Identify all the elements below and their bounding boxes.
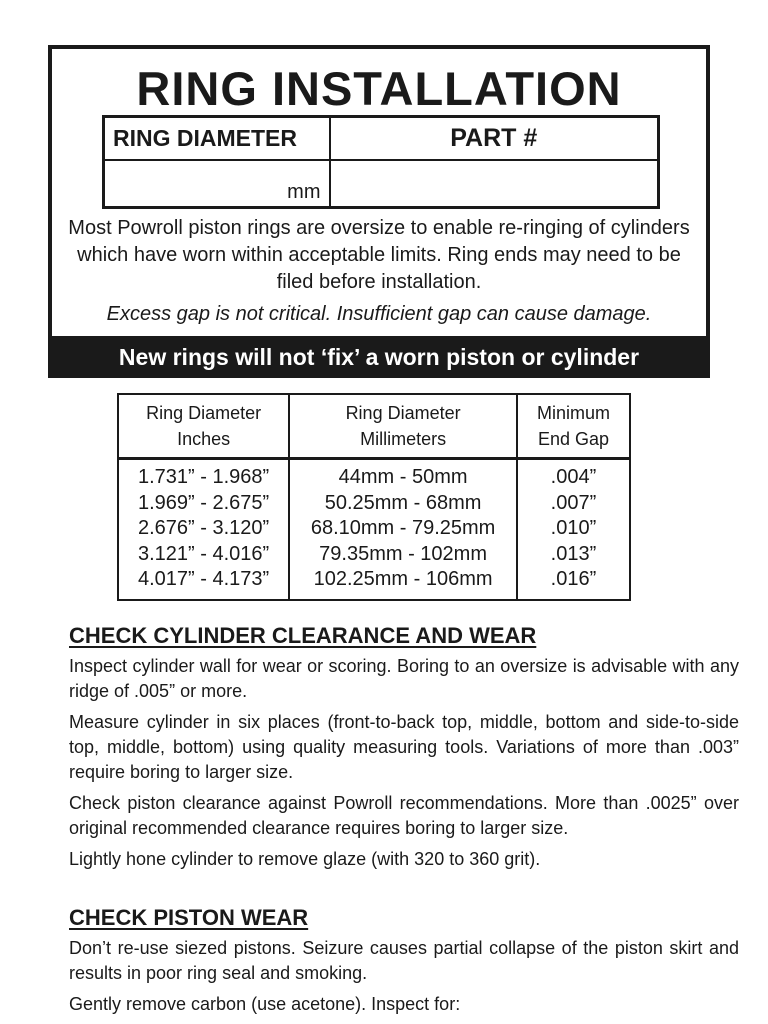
table-row [118,459,630,491]
table-row [118,491,630,517]
table-row [118,542,630,568]
label-title: RING INSTALLATION [136,62,622,115]
cell-inches: 4.017” - 4.173” [118,567,289,600]
cell-end-gap: .016” [517,567,630,600]
oversize-paragraph: Most Powroll piston rings are oversize to enable re-ringing of cylinders which have worn within acceptable limits. Ring ends may need to be filed before installation. [68,217,690,293]
cylinder-paragraph: Check piston clearance against Powroll recommendations. More than .0025” over original recommended clearance requires boring to larger size. [69,793,739,838]
table-header-row [118,394,630,459]
cell-end-gap: .010” [517,516,630,542]
ring-diameter-unit: mm [104,160,330,208]
cell-millimeters: 50.25mm - 68mm [289,491,517,517]
cylinder-section-heading: CHECK CYLINDER CLEARANCE AND WEAR [69,623,537,648]
cell-millimeters: 44mm - 50mm [289,459,517,491]
part-number-header: PART # [330,117,659,160]
cylinder-paragraph: Measure cylinder in six places (front-to-back top, middle, bottom and side-to-side top, middle, bottom) using quality measuring tools. Variations of more than .003” require boring to larger size. [69,712,739,782]
gap-warning-note: Excess gap is not critical. Insufficient gap can cause damage. [106,303,652,325]
part-number-value [330,160,659,208]
end-gap-table [117,393,631,601]
table-row [118,567,630,600]
cell-millimeters: 102.25mm - 106mm [289,567,517,600]
ring-installation-label [48,45,710,378]
cell-millimeters: 68.10mm - 79.25mm [289,516,517,542]
cylinder-paragraph: Inspect cylinder wall for wear or scoring. Boring to an oversize is advisable with any ridge of .005” or more. [69,656,739,701]
cell-end-gap: .004” [517,459,630,491]
piston-paragraph: Don’t re-use siezed pistons. Seizure causes partial collapse of the piston skirt and results in poor ring seal and smoking. [69,938,739,983]
cell-inches: 1.969” - 2.675” [118,491,289,517]
header-millimeters: Ring Diameter Millimeters [289,394,517,459]
piston-section-heading: CHECK PISTON WEAR [69,905,309,930]
cell-inches: 3.121” - 4.016” [118,542,289,568]
cell-end-gap: .007” [517,491,630,517]
cell-inches: 2.676” - 3.120” [118,516,289,542]
header-inches: Ring Diameter Inches [118,394,289,459]
piston-section [69,904,739,1017]
cell-inches: 1.731” - 1.968” [118,459,289,491]
cell-millimeters: 79.35mm - 102mm [289,542,517,568]
warning-banner: New rings will not ‘fix’ a worn piston or cylinder [48,336,710,378]
header-end-gap: Minimum End Gap [517,394,630,459]
ring-spec-table [102,115,660,209]
cell-end-gap: .013” [517,542,630,568]
ring-diameter-header: RING DIAMETER [104,117,330,160]
cylinder-section [69,622,739,872]
table-row [118,516,630,542]
cylinder-paragraph: Lightly hone cylinder to remove glaze (with 320 to 360 grit). [69,849,541,869]
piston-paragraph: Gently remove carbon (use acetone). Inspect for: [69,994,461,1014]
